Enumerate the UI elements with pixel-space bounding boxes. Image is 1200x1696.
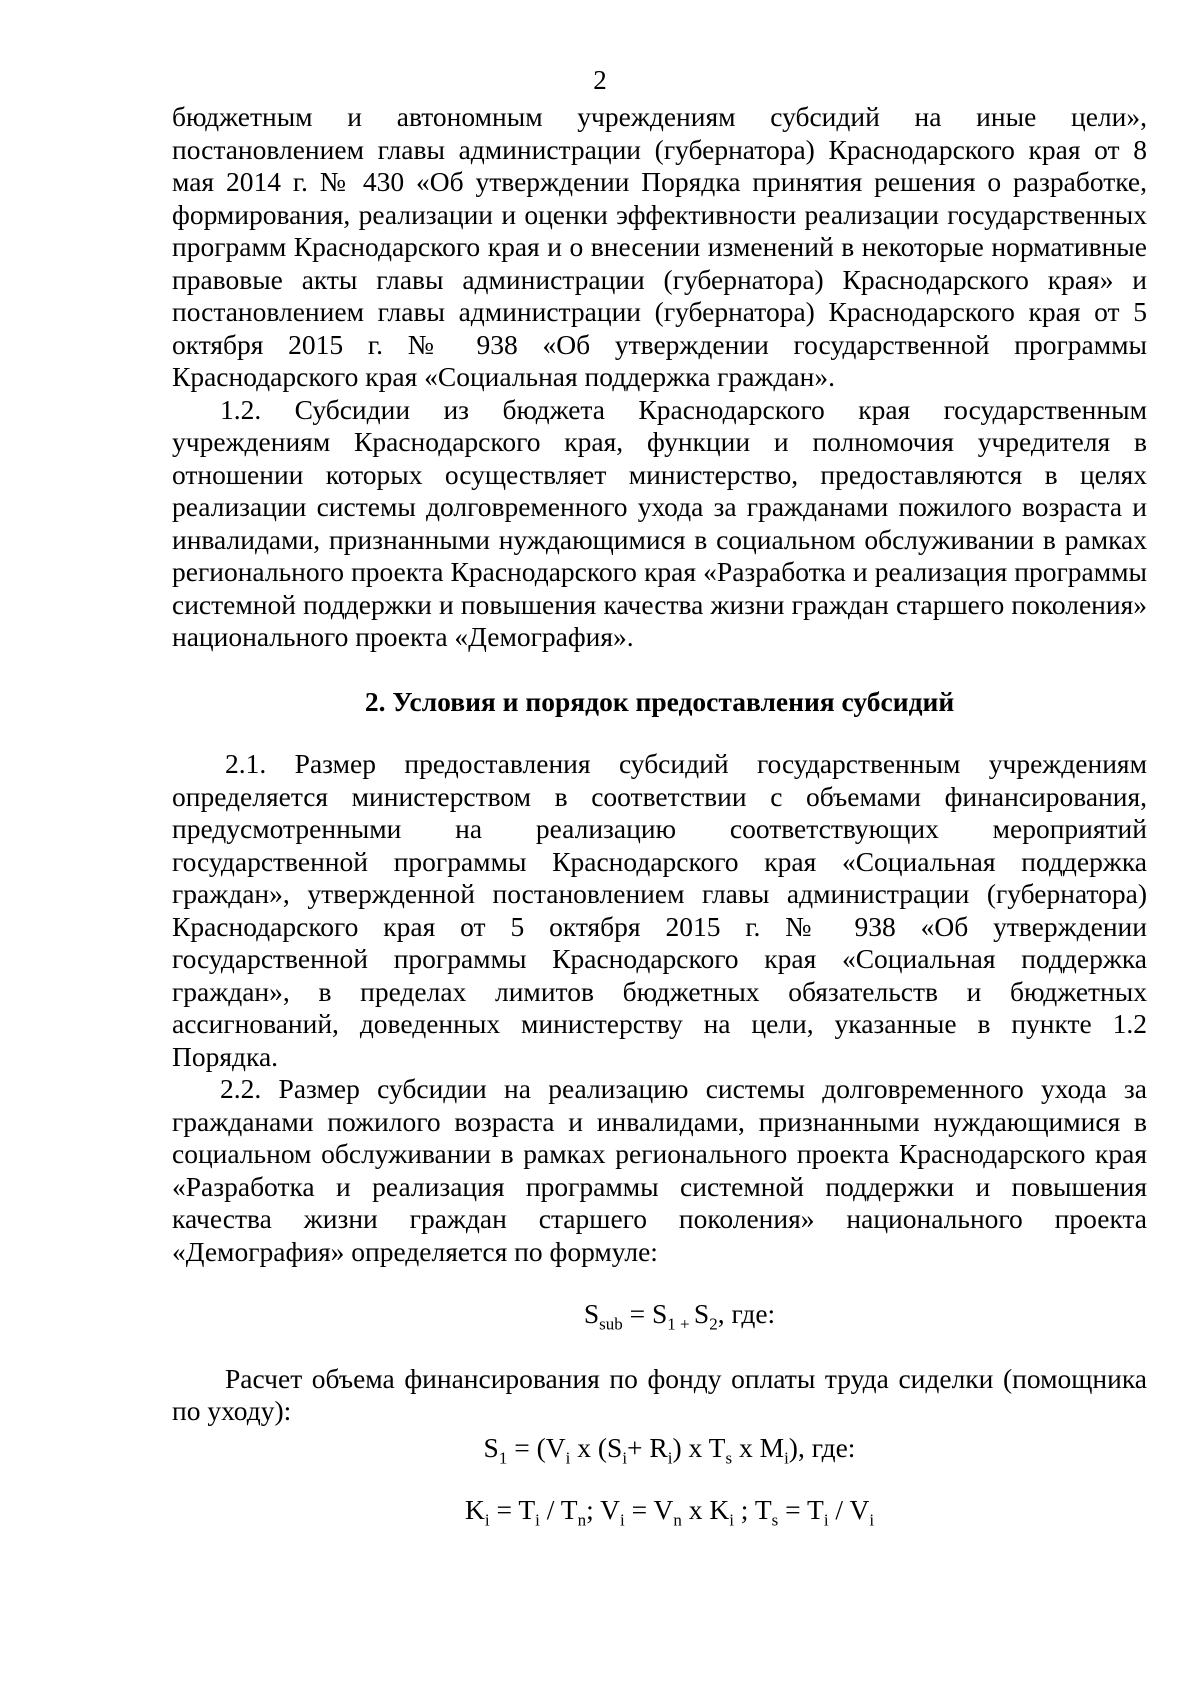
section-heading: 2. Условия и порядок предоставления субсидий (364, 685, 955, 717)
formula-ki: $K_i = T_i / T_n$; $V_i = V_n$ x $K_i$ ; $T_s = T_i / V_i$ (464, 1494, 875, 1530)
document-body (172, 101, 1147, 1530)
formula-s1: $S_1 = (V_i$ x $(S_i+ R_i)$ x $T_s$ x $M_i$), где: (483, 1431, 856, 1467)
formula-s-sub: $S_{sub} = S_1$ $_+$ $S_2$, где: (583, 1298, 776, 1334)
paragraph-2-2: 2.2. Размер субсидии на реализацию системы долговременного ухода за гражданами пожилого возраста и инвалидами, признанными нуждающимися в социальном обслуживании в рамках регионального проекта Краснодарского края «Разработка и реализация программы системной поддержки и повышения качества жизни граждан старшего поколения» национального проекта «Демография» определяется по формуле: (172, 1073, 1147, 1267)
paragraph-1-2: 1.2. Субсидии из бюджета Краснодарского края государственным учреждениям Краснодарского края, функции и полномочия учредителя в отношении которых осуществляет министерство, предоставляются в целях реализации системы долговременного ухода за гражданами пожилого возраста и инвалидами, признанными нуждающимися в социальном обслуживании в рамках регионального проекта Краснодарского края «Разработка и реализация программы системной поддержки и повышения качества жизни граждан старшего поколения» национального проекта «Демография». (172, 393, 1147, 652)
paragraph-calculation: Расчет объема финансирования по фонду оплаты труда сиделки (помощника по уходу): (172, 1362, 1147, 1426)
paragraph-continuation: бюджетным и автономным учреждениям субсидий на иные цели», постановлением главы администрации (губернатора) Краснодарского края от 8 мая 2014 г. № 430 «Об утверждении Порядка принятия решения о разработке, формирования, реализации и оценки эффективности реализации государственных программ Краснодарского края и о внесении изменений в некоторые нормативные правовые акты главы администрации (губернатора) Краснодарского края» и постановлением главы администрации (губернатора) Краснодарского края от 5 октября 2015 г. № 938 «Об утверждении государственной программы Краснодарского края «Социальная поддержка граждан». (172, 101, 1147, 392)
page-number: 2 (593, 65, 607, 95)
paragraph-2-1: 2.1. Размер предоставления субсидий государственным учреждениям определяется министерством в соответствии с объемами финансирования, предусмотренными на реализацию соответствующих мероприятий государственной программы Краснодарского края «Социальная поддержка граждан», утвержденной постановлением главы администрации (губернатора) Краснодарского края от 5 октября 2015 г. № 938 «Об утверждении государственной программы Краснодарского края «Социальная поддержка граждан», в пределах лимитов бюджетных обязательств и бюджетных ассигнований, доведенных министерству на цели, указанные в пункте 1.2 Порядка. (172, 748, 1147, 1072)
